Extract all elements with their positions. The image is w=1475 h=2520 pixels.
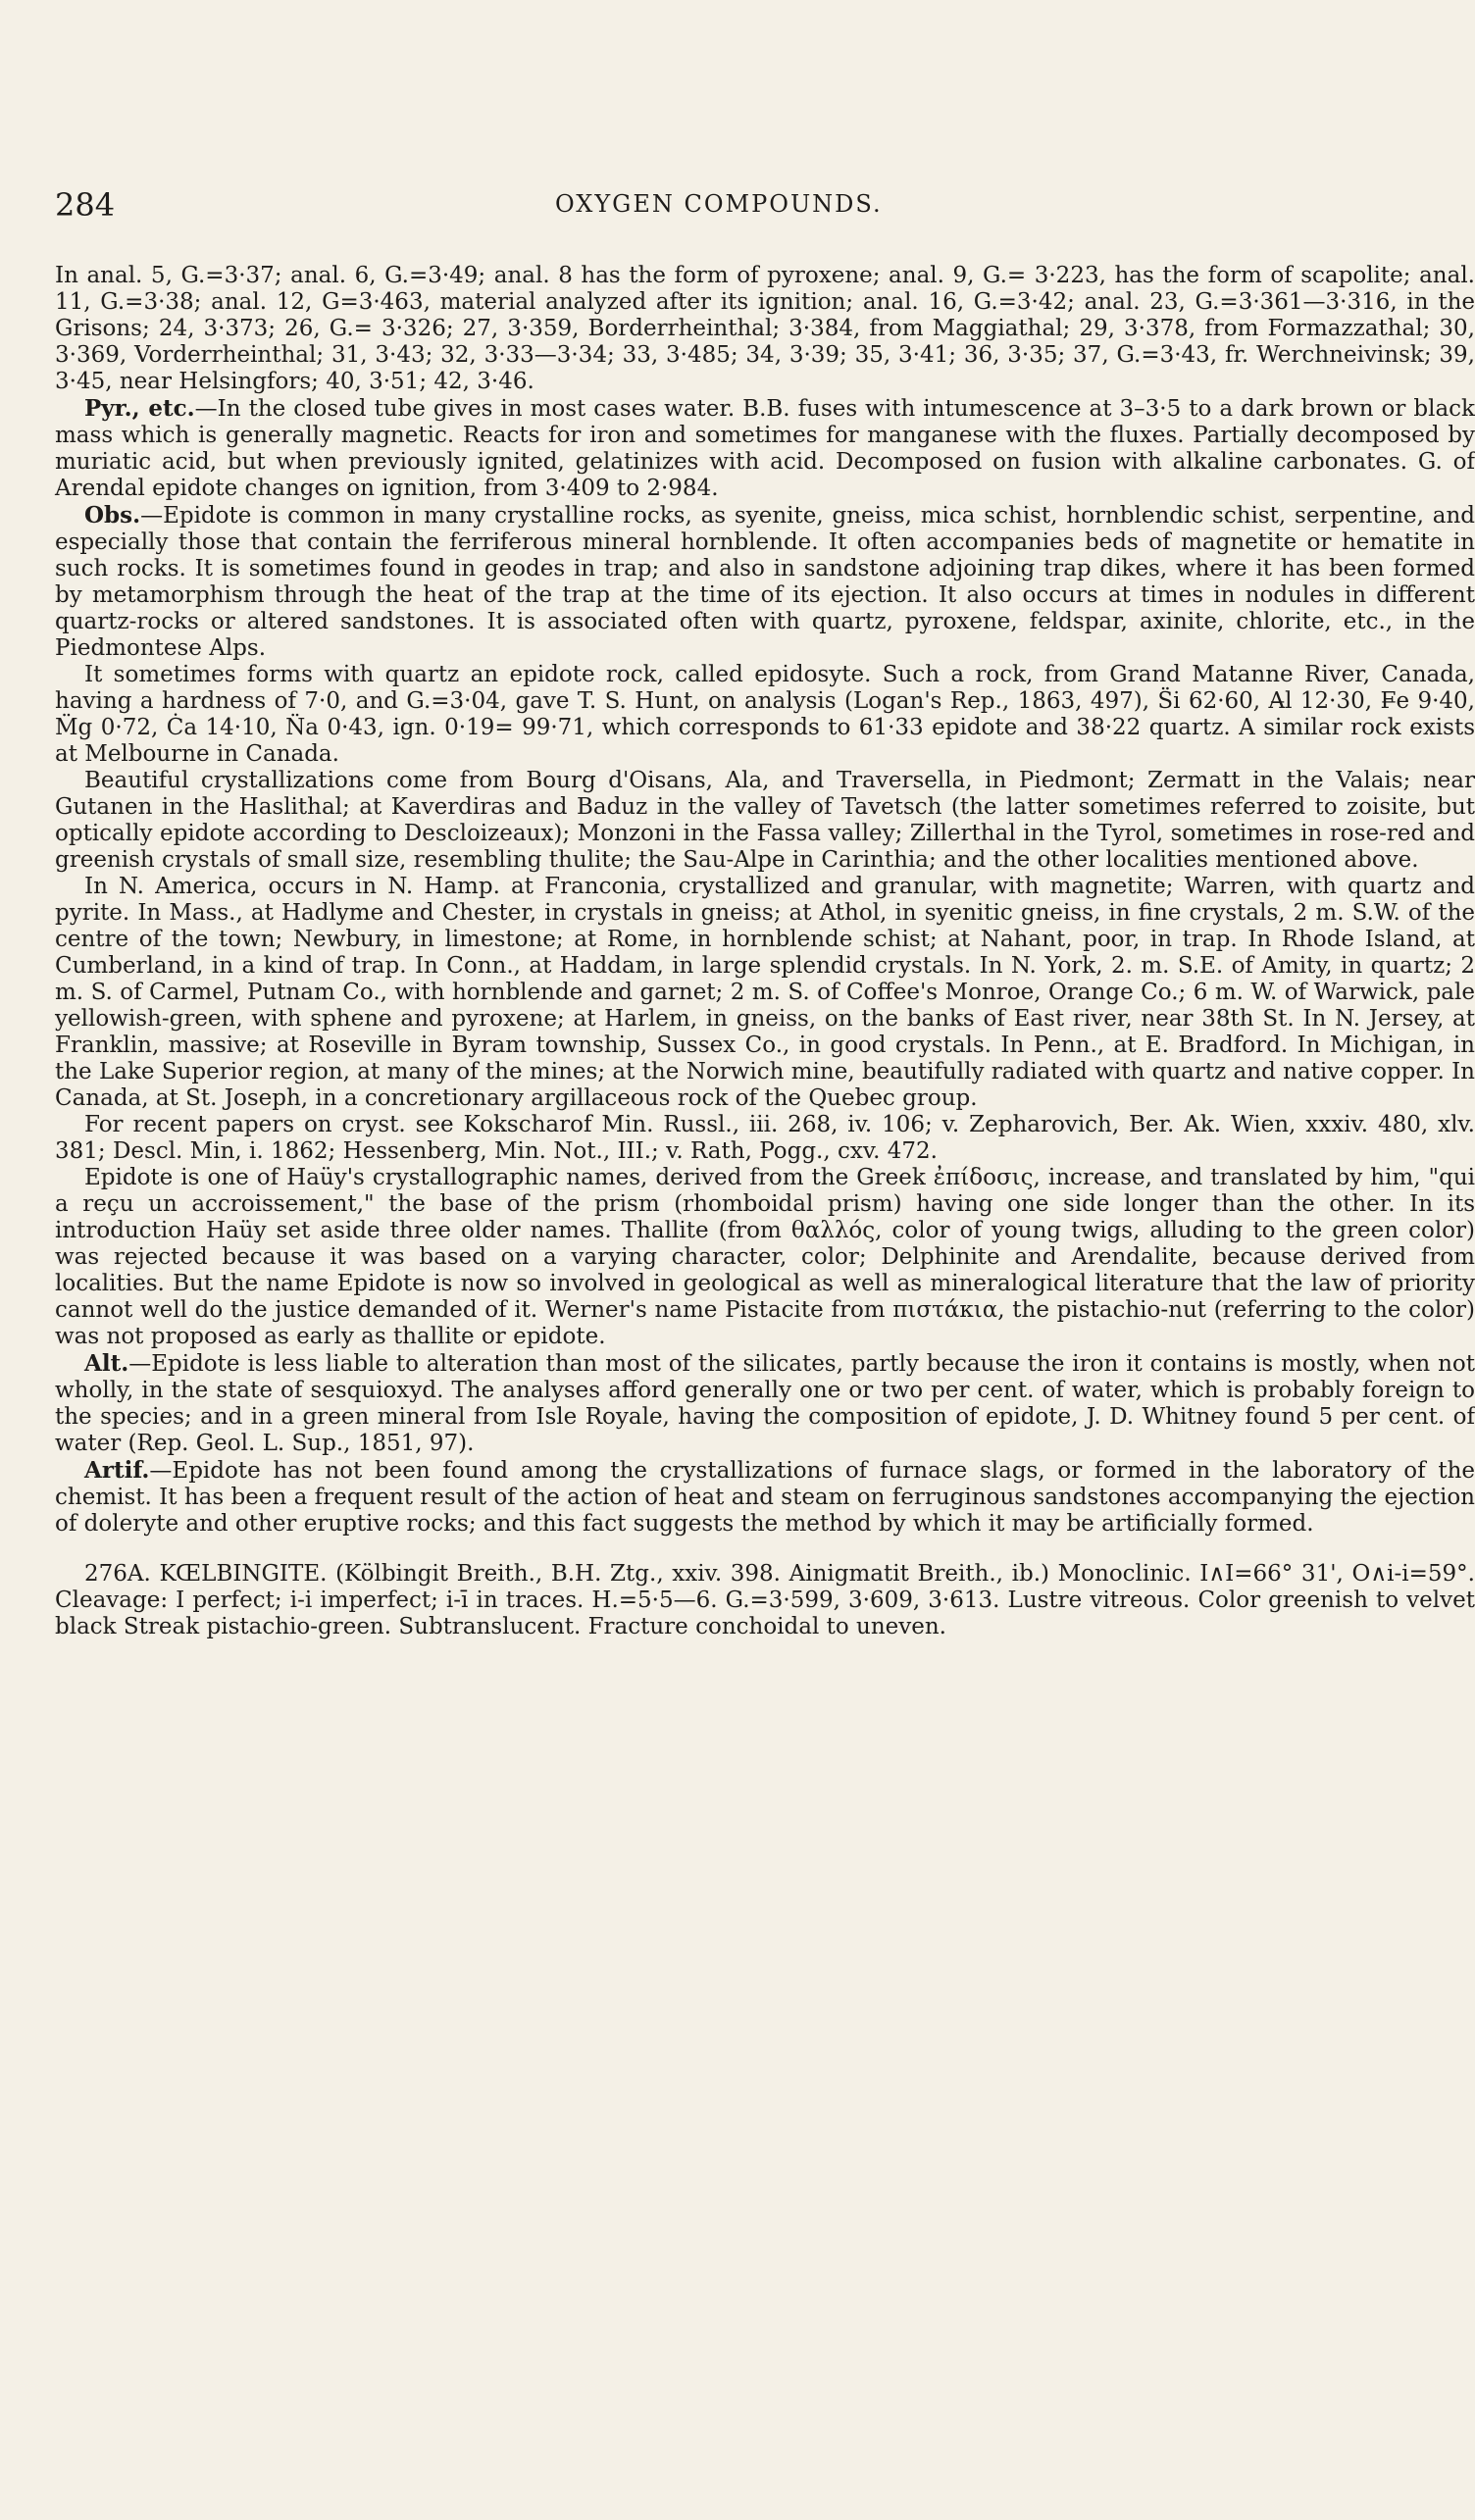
paragraph-observations: Obs.—Epidote is common in many crystalline rocks, as syenite, gneiss, mica schist, hornblendic schist, serpentine, and especially those that contain the ferriferous mineral hornblende. It often accompanies beds of magnetite or hematite in such rocks. It is sometimes found in geodes in trap; and also in sandstone adjoining trap dikes, where it has been formed by metamorphism through the heat of the trap at the time of its ejection. It also occurs at times in nodules in different quartz-rocks or altered sandstones. It is associated often with quartz, pyroxene, feldspar, axinite, chlorite, etc., in the Piedmontese Alps. [55,502,1475,661]
paragraph-epidosyte: It sometimes forms with quartz an epidote rock, called epidosyte. Such a rock, from Grand Matanne River, Canada, having a hardness of 7·0, and G.=3·04, gave T. S. Hunt, on analysis (Logan's Rep., 1863, 497), S̈i 62·60, A̶l 12·30, F̶e 9·40, M̈g 0·72, Ċa 14·10, N̈a 0·43, ign. 0·19= 99·71, which corresponds to 61·33 epidote and 38·22 quartz. A similar rock exists at Melbourne in Canada. [55,662,1475,767]
paragraph-specific-gravity: In anal. 5, G.=3·37; anal. 6, G.=3·49; anal. 8 has the form of pyroxene; anal. 9, G.= 3·223, has the form of scapolite; anal. 11, G.=3·38; anal. 12, G=3·463, material analyzed after its ignition; anal. 16, G.=3·42; anal. 23, G.=3·361—3·316, in the Grisons; 24, 3·373; 26, G.= 3·326; 27, 3·359, Borderrheinthal; 3·384, from Maggiathal; 29, 3·378, from Formazzathal; 30, 3·369, Vorderrheinthal; 31, 3·43; 32, 3·33—3·34; 33, 3·485; 34, 3·39; 35, 3·41; 36, 3·35; 37, G.=3·43, fr. Werchneivinsk; 39, 3·45, near Helsingfors; 40, 3·51; 42, 3·46. [55,263,1475,394]
paragraph-pyrognostics: Pyr., etc.—In the closed tube gives in most cases water. B.B. fuses with intumescence at 3–3·5 to a dark brown or black mass which is generally magnetic. Reacts for iron and sometimes for manganese with the fluxes. Partially decomposed by muriatic acid, but when previously ignited, gelatinizes with acid. Decomposed on fusion with alkaline carbonates. G. of Arendal epidote changes on ignition, from 3·409 to 2·984. [55,395,1475,501]
runin-heading: Pyr., etc. [84,395,195,422]
runin-heading: Alt. [84,1350,129,1377]
paragraph-artificial: Artif.—Epidote has not been found among the crystallizations of furnace slags, or formed in the laboratory of the chemist. It has been a frequent result of the action of heat and steam on ferruginous sandstones accompanying the ejection of doleryte and other eruptive rocks; and this fact suggests the method by which it may be artificially formed. [55,1457,1475,1537]
page-header [55,186,918,233]
paragraph-alteration: Alt.—Epidote is less liable to alteration than most of the silicates, partly because the iron it contains is mostly, when not wholly, in the state of sesquioxyd. The analyses afford generally one or two per cent. of water, which is probably foreign to the species; and in a green mineral from Isle Royale, having the composition of epidote, J. D. Whitney found 5 per cent. of water (Rep. Geol. L. Sup., 1851, 97). [55,1350,1475,1456]
paragraph-crystallizations: Beautiful crystallizations come from Bourg d'Oisans, Ala, and Traversella, in Piedmont; Zermatt in the Valais; near Gutanen in the Haslithal; at Kaverdiras and Baduz in the valley of Tavetsch (the latter sometimes referred to zoisite, but optically epidote according to Descloizeaux); Monzoni in the Fassa valley; Zillerthal in the Tyrol, sometimes in rose-red and greenish crystals of small size, resembling thulite; the Sau-Alpe in Carinthia; and the other localities mentioned above. [55,768,1475,873]
body-text [55,263,1475,1640]
running-title: OXYGEN COMPOUNDS. [555,190,883,218]
runin-heading: Artif. [84,1457,150,1484]
paragraph-recent-papers: For recent papers on cryst. see Kokscharof Min. Russl., iii. 268, iv. 106; v. Zepharovich, Ber. Ak. Wien, xxxiv. 480, xlv. 381; Descl. Min, i. 1862; Hessenberg, Min. Not., III.; v. Rath, Pogg., cxv. 472. [55,1112,1475,1164]
paragraph-species-koelbingite: 276A. KŒLBINGITE. (Kölbingit Breith., B.H. Ztg., xxiv. 398. Ainigmatit Breith., ib.) Monoclinic. I∧I=66° 31', O∧i-i=59°. Cleavage: I perfect; i-i imperfect; i-ī in traces. H.=5·5—6. G.=3·599, 3·609, 3·613. Lustre vitreous. Color greenish to velvet black Streak pistachio-green. Subtranslucent. Fracture conchoidal to uneven. [55,1561,1475,1639]
runin-heading: Obs. [84,502,141,529]
paragraph-etymology: Epidote is one of Haüy's crystallographic names, derived from the Greek ἐπίδοσις, increase, and translated by him, "qui a reçu un accroissement," the base of the prism (rhomboidal prism) having one side longer than the other. In its introduction Haüy set aside three older names. Thallite (from θαλλός, color of young twigs, alluding to the green color) was rejected because it was based on a varying character, color; Delphinite and Arendalite, because derived from localities. But the name Epidote is now so involved in geological as well as mineralogical literature that the law of priority cannot well do the justice demanded of it. Werner's name Pistacite from πιστάκια, the pistachio-nut (referring to the color) was not proposed as early as thallite or epidote. [55,1165,1475,1349]
page-number: 284 [55,186,116,224]
paragraph-north-america: In N. America, occurs in N. Hamp. at Franconia, crystallized and granular, with magnetite; Warren, with quartz and pyrite. In Mass., at Hadlyme and Chester, in crystals in gneiss; at Athol, in syenitic gneiss, in fine crystals, 2 m. S.W. of the centre of the town; Newbury, in limestone; at Rome, in hornblende schist; at Nahant, poor, in trap. In Rhode Island, at Cumberland, in a kind of trap. In Conn., at Haddam, in large splendid crystals. In N. York, 2. m. S.E. of Amity, in quartz; 2 m. S. of Carmel, Putnam Co., with hornblende and garnet; 2 m. S. of Coffee's Monroe, Orange Co.; 6 m. W. of Warwick, pale yellowish-green, with sphene and pyroxene; at Harlem, in gneiss, on the banks of East river, near 38th St. In N. Jersey, at Franklin, massive; at Roseville in Byram township, Sussex Co., in good crystals. In Penn., at E. Bradford. In Michigan, in the Lake Superior region, at many of the mines; at the Norwich mine, beautifully radiated with quartz and native copper. In Canada, at St. Joseph, in a concretionary argillaceous rock of the Quebec group. [55,874,1475,1111]
